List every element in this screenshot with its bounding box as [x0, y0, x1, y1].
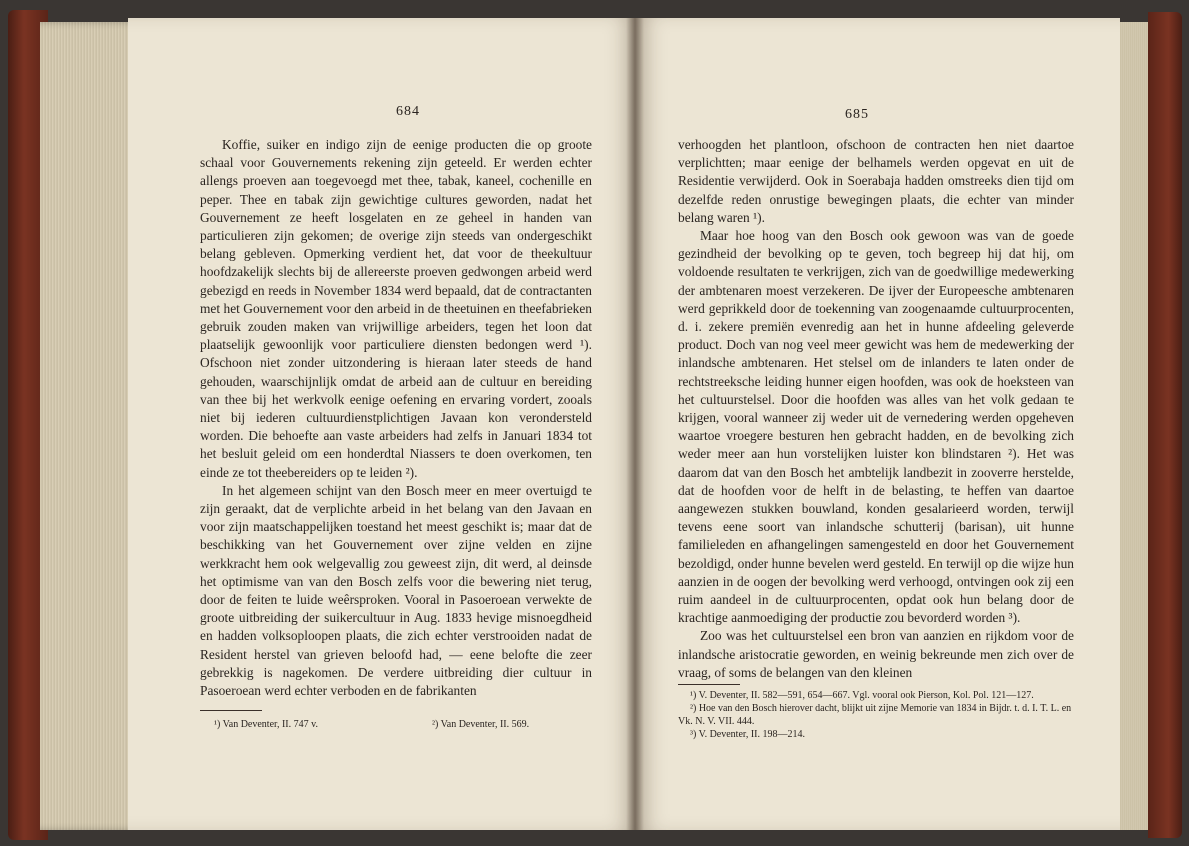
right-footnote-3: ³) V. Deventer, II. 198—214. [690, 729, 805, 740]
right-body-text [678, 136, 1074, 682]
left-footnote-1: ¹) Van Deventer, II. 747 v. [214, 719, 318, 730]
left-page-number: 684 [396, 104, 420, 119]
left-page [128, 18, 636, 830]
left-page-edges [40, 22, 140, 830]
left-footnote-2: ²) Van Deventer, II. 569. [432, 719, 530, 730]
right-page [636, 18, 1120, 830]
right-paragraph-3: Zoo was het cultuurstelsel een bron van aanzien en rijkdom voor de inlandsche aristocratie geworden, en weinig bekreunde men zich over de vraag, of soms de belangen van den kleinen [678, 628, 1074, 680]
left-footnote-rule [200, 710, 262, 711]
right-footnote-1: ¹) V. Deventer, II. 582—591, 654—667. Vgl. vooral ook Pierson, Kol. Pol. 121—127. [690, 690, 1034, 701]
right-page-edges [1116, 22, 1152, 830]
right-footnote-2: ²) Hoe van den Bosch hierover dacht, blijkt uit zijne Memorie van 1834 in Bijdr. t. d. I. T. L. en Vk. N. V. VII. 444. [678, 703, 1072, 727]
book-gutter [626, 18, 644, 830]
right-paragraph-1: verhoogden het plantloon, ofschoon de contracten hen niet daartoe verplichtten; maar eenige der belhamels werden opgevat en uit de Residentie verwijderd. Ook in Soerabaja hadden omstreeks dien tijd om dezelfde reden onrustige bewegingen plaats, die echter van minder belang waren ¹). [678, 137, 1074, 225]
right-page-number: 685 [845, 107, 869, 122]
right-footnote-rule [678, 684, 740, 685]
right-paragraph-2: Maar hoe hoog van den Bosch ook gewoon was van de goede gezindheid der bevolking op te geven, toch begreep hij dat hij, om voldoende resultaten te verkrijgen, zich van de goedwillige medewerking der ambtenaren moest verzekeren. De ijver der Europeesche ambtenaren werd geprikkeld door de toekenning van zoogenaamde cultuurprocenten, d. i. zekere premiën evenredig aan het in hunne afdeeling geleverde product. Doch van nog veel meer gewicht was hem de medewerking der inlandsche ambtenaren. Het stelsel om de inlanders te laten onder de rechtstreeksche leiding hunner eigen hoofden, was ook de hoeksteen van het cultuurstelsel. Door die hoofden was alles van het volk gedaan te krijgen, vooral wanneer zij weder uit de vernedering werden opgeheven waartoe vroegere besturen hen gebracht hadden, en de bevolking zich weder meer aan hun vorstelijken luister kon blindstaren ²). Het was daarom dat van den Bosch het ambtelijk landbezit in zooverre herstelde, dat de hoofden voor de helft in de belasting, te heffen van daartoe aangewezen stukken bouwland, konden gesalarieerd worden, terwijl tevens eene soort van inlandsche schutterij (barisan), uit hunne familieleden en afhangelingen samengesteld en door het Gouvernement bezoldigd, onder hunne bevelen werd gesteld. En terwijl op die wijze hun aanzien in de oogen der bevolking werd verhoogd, ontvingen ook zij een ruim aandeel in de cultuurprocenten, opdat ook hun belang door de krachtige aanmoediging der productie zou bevorderd worden ³). [678, 228, 1074, 626]
left-paragraph-1: Koffie, suiker en indigo zijn de eenige producten die op groote schaal voor Gouvernements rekening zijn geteeld. Er werden echter allengs proeven aan toegevoegd met thee, tabak, kaneel, cochenille en peper. Thee en tabak zijn gewichtige cultures geworden, nadat het Gouvernement ze heeft losgelaten en ze geheel in handen van particulieren zijn gekomen; de overige zijn steeds van ondergeschikt belang gebleven. Opmerking verdient het, dat voor de theekultuur hoofdzakelijk slechts bij de allereerste proeven gedwongen arbeid werd gebezigd en reeds in November 1834 werd bepaald, dat de contractanten met het Gouvernement voor den arbeid in de theetuinen en theefabrieken gebruik zouden maken van vrijwillige arbeiders, tegen het loon dat plaatselijk gewoonlijk voor particuliere diensten bedongen werd ¹). Ofschoon niet zonder uitzondering is hieraan later steeds de hand gehouden, waarschijnlijk omdat de arbeid aan de cultuur en bereiding van thee bij het werkvolk eenige oefening en ervaring vordert, zooals niet bij iederen cultuurdienstplichtigen Javaan kon verondersteld worden. Die behoefte aan vaste arbeiders had zelfs in Januari 1834 tot het besluit geleid om een honderdtal Niassers te doen overkomen, ten einde ze tot theebereiders op te leiden ²). [200, 137, 592, 480]
left-body-text [200, 136, 592, 700]
left-footnotes [214, 718, 604, 731]
right-footnotes [678, 689, 1074, 741]
left-paragraph-2: In het algemeen schijnt van den Bosch meer en meer overtuigd te zijn geraakt, dat de verplichte arbeid in het belang van den Javaan en voor zijn maatschappelijken toestand het meest geschikt is; maar dat de beschikking van het Gouvernement over zijne velden en zijne werkkracht hem ook welgevallig zou geweest zijn, dit werd, al deinsde het optimisme van van den Bosch zelfs voor die bewering niet terug, door de feiten te luide weêrsproken. Vooral in Pasoeroean verwekte de groote uitbreiding der suikercultuur in Aug. 1833 hevige misnoegdheid en hadden volksoploopen plaats, die zich echter verstrooiden nadat de Resident herstel van grieven beloofd had, — eene belofte die zeer gebrekkig is nagekomen. De verdere uitbreiding dier cultuur in Pasoeroean werd echter verboden en de fabrikanten [200, 482, 592, 699]
right-cover-binding [1148, 12, 1182, 838]
